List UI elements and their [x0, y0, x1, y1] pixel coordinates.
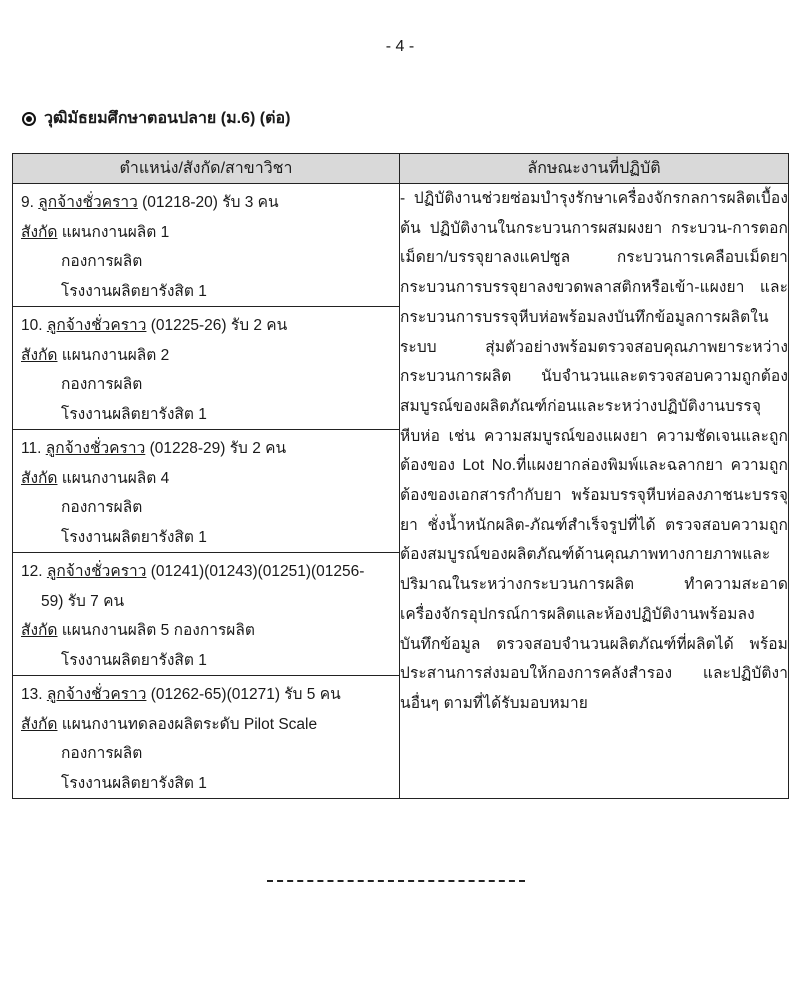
plant: โรงงานผลิตยารังสิต 1	[61, 282, 207, 300]
affiliation-value: แผนกงานทดลองผลิตระดับ Pilot Scale	[61, 715, 318, 733]
position-title: ลูกจ้างชั่วคราว	[46, 563, 147, 580]
position-codes: (01262-65)(01271) รับ 5 คน	[150, 686, 341, 703]
position-cell	[13, 676, 400, 799]
row-number: 13.	[21, 686, 43, 703]
affiliation-value: แผนกงานผลิต 2	[61, 346, 170, 364]
header-position: ตำแหน่ง/สังกัด/สาขาวิชา	[13, 154, 400, 184]
position-title-line	[21, 311, 391, 341]
division: กองการผลิต	[61, 253, 143, 270]
plant: โรงงานผลิตยารังสิต 1	[61, 528, 207, 546]
position-title: ลูกจ้างชั่วคราว	[38, 194, 138, 211]
affiliation-line	[21, 341, 391, 371]
row-number: 11.	[21, 440, 42, 457]
position-cell	[13, 553, 400, 676]
plant: โรงงานผลิตยารังสิต 1	[61, 774, 207, 792]
header-duties: ลักษณะงานที่ปฏิบัติ	[400, 154, 789, 184]
affiliation-value: แผนกงานผลิต 4	[61, 469, 170, 487]
division: กองการผลิต	[61, 745, 143, 762]
division: กองการผลิต	[61, 376, 143, 393]
section-heading-text: วุฒิมัธยมศึกษาตอนปลาย (ม.6) (ต่อ)	[44, 110, 291, 127]
affiliation-label: สังกัด	[21, 622, 58, 639]
position-title-line	[21, 680, 391, 710]
position-title: ลูกจ้างชั่วคราว	[45, 440, 146, 457]
affiliation-line	[21, 616, 391, 646]
position-codes: (01218-20) รับ 3 คน	[142, 194, 279, 211]
position-codes: (01225-26) รับ 2 คน	[150, 317, 288, 334]
affiliation-line	[21, 218, 391, 248]
affiliation-label: สังกัด	[21, 223, 58, 241]
position-cell	[13, 430, 400, 553]
position-title-line	[21, 557, 391, 587]
affiliation-label: สังกัด	[21, 346, 58, 364]
page-number: - 4 -	[385, 38, 415, 55]
row-number: 10.	[21, 317, 43, 334]
affiliation-label: สังกัด	[21, 715, 58, 733]
table-row	[13, 184, 789, 307]
position-title: ลูกจ้างชั่วคราว	[46, 317, 147, 334]
row-number: 12.	[21, 563, 43, 580]
affiliation-line	[21, 710, 391, 740]
affiliation-label: สังกัด	[21, 469, 58, 487]
plant: โรงงานผลิตยารังสิต 1	[61, 651, 207, 669]
position-cell	[13, 307, 400, 430]
position-codes: (01228-29) รับ 2 คน	[149, 440, 287, 457]
position-cell	[13, 184, 400, 307]
affiliation-value: แผนกงานผลิต 1	[61, 223, 170, 241]
position-title: ลูกจ้างชั่วคราว	[46, 686, 147, 703]
affiliation-value: แผนกงานผลิต 5 กองการผลิต	[61, 622, 255, 639]
position-codes: (01241)(01243)(01251)(01256-	[150, 563, 365, 580]
radio-bullet-icon	[22, 112, 36, 126]
division: กองการผลิต	[61, 499, 143, 516]
affiliation-line	[21, 464, 391, 494]
section-heading	[22, 106, 290, 131]
duties-cell: - ปฏิบัติงานช่วยซ่อมบำรุงรักษาเครื่องจักรกลการผลิตเบื้องต้น ปฏิบัติงานในกระบวนการผสมผงยา กระบวน-การตอกเม็ดยา/บรรจุยาลงแคปซูล กระบวนการเคลือบเม็ดยา กระบวนการบรรจุยาลงขวดพลาสติกหรือเข้า-แผงยา และกระบวนการบรรจุหีบห่อพร้อมลงบันทึกข้อมูลการผลิตในระบบ สุ่มตัวอย่างพร้อมตรวจสอบคุณภาพยาระหว่างกระบวนการผลิต นับจำนวนและตรวจสอบความถูกต้องสมบูรณ์ของผลิตภัณฑ์ก่อนและระหว่างปฏิบัติงานบรรจุหีบห่อ เช่น ความสมบูรณ์ของแผงยา ความชัดเจนและถูกต้องของ Lot No.ที่แผงยากล่องพิมพ์และฉลากยา ความถูกต้องของเอกสารกำกับยา พร้อมบรรจุหีบห่อลงภาชนะบรรจุยา ชั่งน้ำหนักผลิต-ภัณฑ์สำเร็จรูปที่ได้ ตรวจสอบความถูกต้องสมบูรณ์ของผลิตภัณฑ์ด้านคุณภาพทางกายภาพและปริมาณในระหว่างกระบวนการผลิต ทำความสะอาดเครื่องจักรอุปกรณ์การผลิตและห้องปฏิบัติงานพร้อมลงบันทึกข้อมูล ตรวจสอบจำนวนผลิตภัณฑ์ที่ผลิตได้ พร้อมประสานการส่งมอบให้กองการคลังสำรอง และปฏิบัติงานอื่นๆ ตามที่ได้รับมอบหมาย	[400, 184, 789, 799]
position-title-line	[21, 188, 391, 218]
position-codes-continued: 59) รับ 7 คน	[41, 592, 125, 610]
position-title-line	[21, 434, 391, 464]
end-divider	[267, 880, 525, 882]
plant: โรงงานผลิตยารังสิต 1	[61, 405, 207, 423]
table-header-row	[13, 154, 789, 184]
row-number: 9.	[21, 194, 34, 211]
positions-table	[12, 153, 789, 799]
